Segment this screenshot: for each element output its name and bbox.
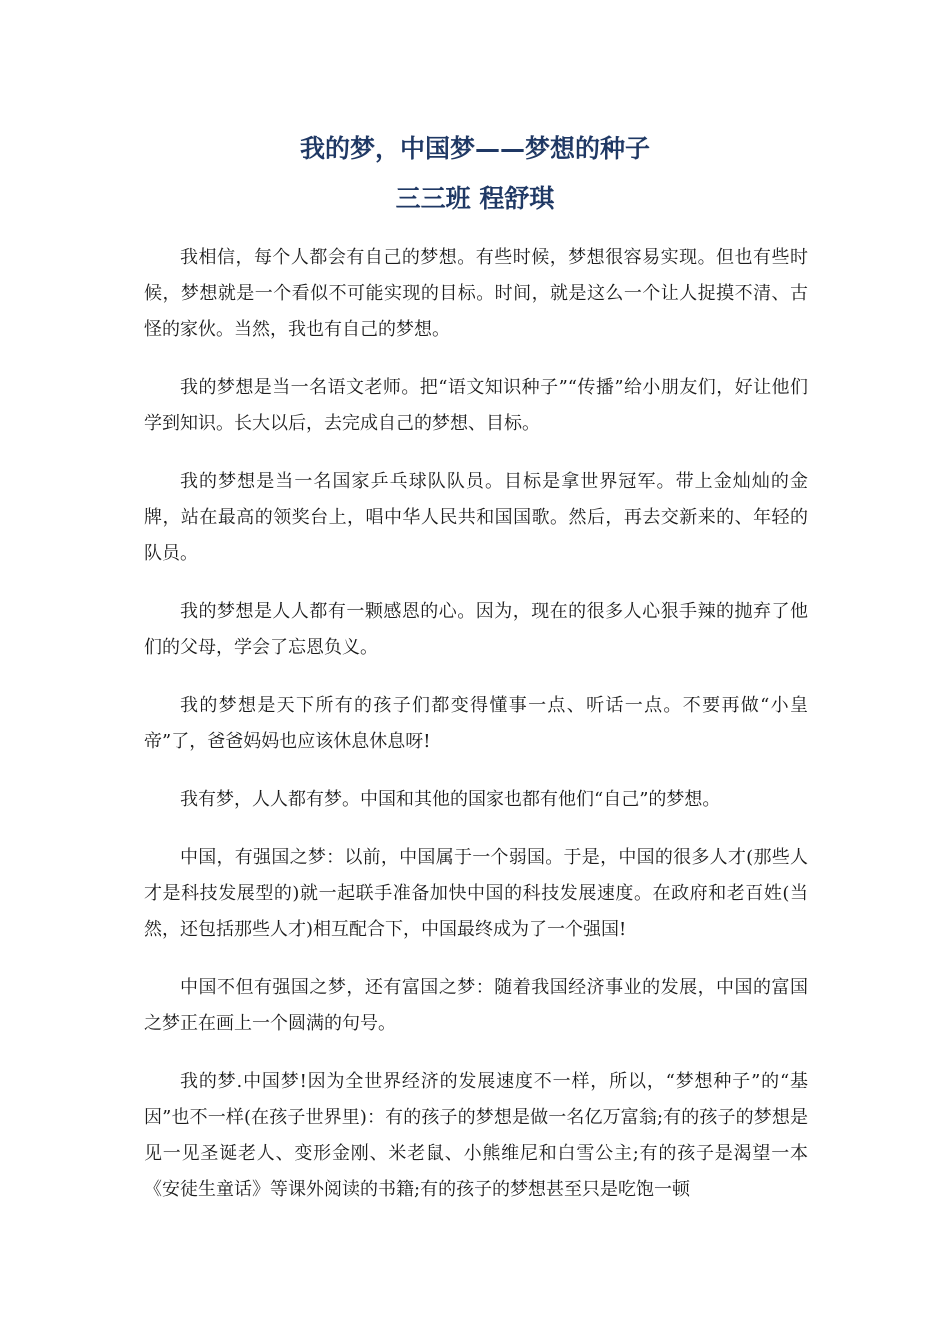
document-title: 我的梦，中国梦——梦想的种子 (299, 134, 650, 163)
document-body (144, 240, 808, 1230)
paragraph: 中国不但有强国之梦，还有富国之梦：随着我国经济事业的发展，中国的富国之梦正在画上一个圆满的句号。 (144, 977, 808, 1034)
paragraph: 我相信，每个人都会有自己的梦想。有些时候，梦想很容易实现。但也有些时候，梦想就是一个看似不可能实现的目标。时间，就是这么一个让人捉摸不清、古怪的家伙。当然，我也有自己的梦想。 (144, 247, 808, 340)
paragraph: 我的梦想是天下所有的孩子们都变得懂事一点、听话一点。不要再做“小皇帝”了，爸爸妈妈也应该休息休息呀! (144, 695, 808, 752)
author-line: 三三班 程舒琪 (395, 184, 555, 213)
paragraph: 我的梦.中国梦!因为全世界经济的发展速度不一样，所以，“梦想种子”的“基因”也不一样(在孩子世界里)：有的孩子的梦想是做一名亿万富翁;有的孩子的梦想是见一见圣诞老人、变形金刚、米老鼠、小熊维尼和白雪公主;有的孩子是渴望一本《安徒生童话》等课外阅读的书籍;有的孩子的梦想甚至只是吃饱一顿 (144, 1071, 808, 1200)
paragraph: 我的梦想是当一名语文老师。把“语文知识种子”“传播”给小朋友们，好让他们学到知识。长大以后，去完成自己的梦想、目标。 (144, 377, 808, 434)
paragraph: 我的梦想是当一名国家乒乓球队队员。目标是拿世界冠军。带上金灿灿的金牌，站在最高的领奖台上，唱中华人民共和国国歌。然后，再去交新来的、年轻的队员。 (144, 471, 808, 564)
paragraph: 中国，有强国之梦：以前，中国属于一个弱国。于是，中国的很多人才(那些人才是科技发展型的)就一起联手准备加快中国的科技发展速度。在政府和老百姓(当然，还包括那些人才)相互配合下，中国最终成为了一个强国! (144, 847, 808, 940)
paragraph: 我的梦想是人人都有一颗感恩的心。因为，现在的很多人心狠手辣的抛弃了他们的父母，学会了忘恩负义。 (144, 601, 808, 658)
paragraph: 我有梦，人人都有梦。中国和其他的国家也都有他们“自己”的梦想。 (180, 789, 721, 810)
